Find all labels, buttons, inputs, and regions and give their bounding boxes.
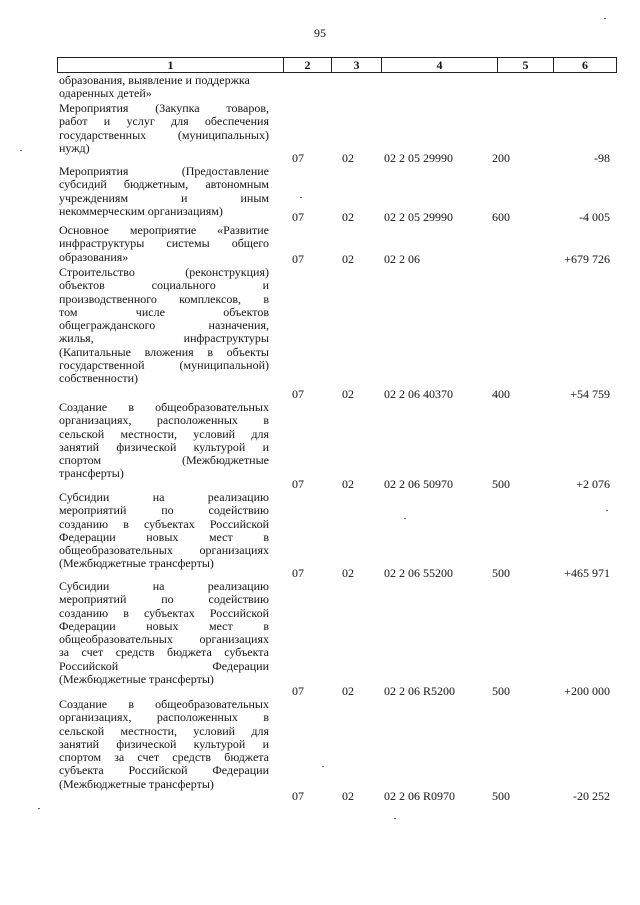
row-description [59,401,269,481]
description-line: общегражданского назначения, [59,318,269,333]
description-line: государственных (муниципальных) [59,127,269,142]
description-line: одаренных детей» [59,86,152,101]
header-col-1: 1 [58,58,284,72]
description-line: общеобразовательных организациях [59,632,269,647]
row-5-col-3: 02 [342,477,354,491]
description-line: Основное мероприятие «Развитие [59,223,269,237]
scan-speck [604,18,606,19]
description-line: занятий физической культурой и [59,736,269,751]
description-line: работ и услуг для обеспечения [59,114,269,129]
description-line: общеобразовательных организациях [59,543,269,558]
header-col-2: 2 [284,58,332,72]
description-line: образования» [59,249,129,264]
description-line: Федерации новых мест в [59,618,269,633]
table-header-row [57,57,617,73]
row-6-col-6: +465 971 [564,566,610,580]
row-1-col-4: 02 2 05 29990 [384,151,453,165]
row-3-col-6: +679 726 [564,252,610,266]
row-7-col-5: 500 [492,684,510,698]
row-2-col-2: 07 [292,210,304,224]
description-line: Мероприятия (Предоставление [59,164,269,178]
description-line: Российской Федерации [59,658,269,673]
scan-speck [38,808,40,809]
description-line: сельской местности, условий для [59,426,269,441]
description-line: инфраструктуры системы общего [59,236,269,251]
row-description [59,698,269,791]
row-description [59,74,269,101]
header-col-4: 4 [382,58,498,72]
row-5-col-4: 02 2 06 50970 [384,477,453,491]
description-line: образования, выявление и поддержка [59,73,250,87]
description-line: объектов социального и [59,278,269,293]
row-6-col-3: 02 [342,566,354,580]
row-description [59,491,269,571]
row-6-col-4: 02 2 06 55200 [384,566,453,580]
description-line: субсидий бюджетным, автономным [59,177,269,192]
description-line: учреждениям и иным [59,190,269,205]
row-8-col-4: 02 2 06 R0970 [384,789,456,803]
row-4-col-5: 400 [492,387,510,401]
scan-speck [322,766,324,767]
description-line: организациях, расположенных в [59,413,269,428]
row-7-col-3: 02 [342,684,354,698]
description-line: Мероприятия (Закупка товаров, [59,101,269,115]
description-line: занятий физической культурой и [59,439,269,454]
header-col-3: 3 [332,58,382,72]
description-line: том числе объектов [59,304,269,319]
row-4-col-4: 02 2 06 40370 [384,387,453,401]
description-line: спортом за счет средств бюджета [59,750,269,765]
description-line: Строительство (реконструкция) [59,265,269,279]
row-5-col-5: 500 [492,477,510,491]
description-line: субъекта Российской Федерации [59,763,269,778]
description-line: производственного комплексов, в [59,291,269,306]
scan-speck [300,197,302,198]
description-line: нужд) [59,140,90,155]
description-line: Федерации новых мест в [59,529,269,544]
scan-speck [606,510,608,511]
row-8-col-2: 07 [292,789,304,803]
row-description [59,102,269,155]
description-line: созданию в субъектах Российской [59,605,269,620]
row-5-col-2: 07 [292,477,304,491]
row-8-col-6: -20 252 [573,789,610,803]
row-description [59,165,269,218]
row-2-col-6: -4 005 [579,210,610,224]
description-line: Создание в общеобразовательных [59,400,269,414]
header-col-5: 5 [498,58,554,72]
description-line: за счет средств бюджета субъекта [59,645,269,660]
row-4-col-6: +54 759 [570,387,610,401]
row-1-col-2: 07 [292,151,304,165]
description-line: мероприятий по содействию [59,592,269,607]
description-line: созданию в субъектах Российской [59,516,269,531]
description-line: сельской местности, условий для [59,723,269,738]
row-7-col-2: 07 [292,684,304,698]
row-6-col-2: 07 [292,566,304,580]
description-line: (Межбюджетные трансферты) [59,672,214,687]
row-description [59,224,269,264]
row-5-col-6: +2 076 [576,477,610,491]
scan-speck [394,818,396,819]
row-3-col-2: 07 [292,252,304,266]
header-col-6: 6 [582,58,588,72]
description-line: собственности) [59,371,139,386]
row-1-col-6: -98 [594,151,610,165]
row-2-col-3: 02 [342,210,354,224]
page-number: 95 [314,26,326,40]
row-description [59,580,269,686]
row-1-col-5: 200 [492,151,510,165]
description-line: Субсидии на реализацию [59,490,269,504]
description-line: трансферты) [59,466,124,481]
row-3-col-3: 02 [342,252,354,266]
scan-speck [404,518,406,519]
row-2-col-4: 02 2 05 29990 [384,210,453,224]
row-7-col-6: +200 000 [564,684,610,698]
row-2-col-5: 600 [492,210,510,224]
row-3-col-4: 02 2 06 [384,252,420,266]
description-line: некоммерческим организациям) [59,203,223,218]
description-line: (Межбюджетные трансферты) [59,776,214,791]
row-description [59,266,269,386]
description-line: спортом (Межбюджетные [59,453,269,468]
description-line: государственной (муниципальной) [59,358,269,373]
row-8-col-3: 02 [342,789,354,803]
description-line: организациях, расположенных в [59,710,269,725]
scan-speck [20,150,22,151]
description-line: (Межбюджетные трансферты) [59,556,214,571]
description-line: (Капитальные вложения в объекты [59,344,269,359]
description-line: жилья, инфраструктуры [59,331,269,346]
row-8-col-5: 500 [492,789,510,803]
row-6-col-5: 500 [492,566,510,580]
description-line: мероприятий по содействию [59,503,269,518]
description-line: Субсидии на реализацию [59,579,269,593]
row-7-col-4: 02 2 06 R5200 [384,684,456,698]
row-4-col-2: 07 [292,387,304,401]
row-1-col-3: 02 [342,151,354,165]
description-line: Создание в общеобразовательных [59,697,269,711]
row-4-col-3: 02 [342,387,354,401]
